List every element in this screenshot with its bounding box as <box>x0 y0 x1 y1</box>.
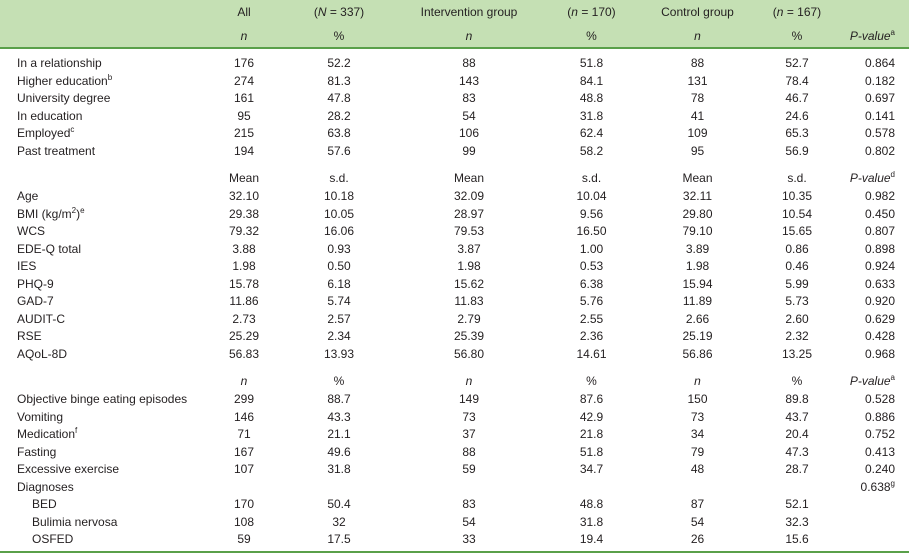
col-control: Control group <box>661 5 734 19</box>
table-cell: 0.53 <box>579 259 604 273</box>
table-cell: 10.04 <box>576 189 607 203</box>
table-cell: 47.8 <box>327 91 351 105</box>
row-label: Objective binge eating episodes <box>17 392 188 406</box>
table-cell: 0.93 <box>327 241 351 256</box>
table-cell: 17.5 <box>327 532 351 546</box>
table-cell: 29.80 <box>682 206 713 221</box>
table-cell: 54 <box>690 514 705 529</box>
table-cell: 0.638$^g$ <box>860 478 895 494</box>
p-value-header: P-value$^a$ <box>849 28 895 43</box>
table-cell: 46.7 <box>785 91 809 105</box>
table-cell: 31.8 <box>579 514 604 529</box>
table-cell: 88 <box>462 56 476 70</box>
table-cell: 0.697 <box>864 91 895 105</box>
table-row <box>0 188 909 206</box>
table-row <box>0 346 909 364</box>
table-cell: 19.4 <box>579 532 604 546</box>
table-cell: 170 <box>233 497 255 511</box>
table-cell: 1.98 <box>685 259 710 273</box>
table-cell: 108 <box>233 514 255 529</box>
spacer-row <box>0 47 909 55</box>
table-cell: 50.4 <box>327 497 351 511</box>
row-label: Employed$^c$ <box>17 125 75 140</box>
row-label: PHQ-9 <box>17 276 54 291</box>
diagnoses-row <box>0 479 909 497</box>
subheader-cell: % <box>333 374 345 388</box>
table-cell: 31.8 <box>579 108 604 123</box>
spacer-row <box>0 363 909 371</box>
subheader-cell: % <box>791 374 803 388</box>
table-cell: 10.18 <box>323 189 355 203</box>
table-row <box>0 223 909 241</box>
table-row <box>0 328 909 346</box>
p-value-header: P-value$^d$ <box>849 170 895 185</box>
row-label: BED <box>32 497 57 511</box>
row-label: BMI $(kg/m^2)^e$ <box>17 205 85 221</box>
table-cell: 3.87 <box>457 241 481 256</box>
table-cell: 10.54 <box>781 206 813 221</box>
table-cell: 15.6 <box>785 532 809 546</box>
table-row <box>0 258 909 276</box>
row-label: GAD-7 <box>17 294 54 308</box>
row-label: AQoL-8D <box>17 346 68 361</box>
table-cell: 194 <box>233 143 255 158</box>
table-cell: 11.89 <box>682 294 713 308</box>
subheader-row <box>0 371 909 391</box>
row-label: Fasting <box>17 444 57 459</box>
table-cell: 2.55 <box>579 311 604 326</box>
table-row <box>0 241 909 259</box>
subheader-cell: s.d. <box>329 171 349 185</box>
subheader-cell: n <box>240 374 248 388</box>
table-cell: 6.38 <box>579 276 604 291</box>
table-cell: 0.982 <box>864 189 895 203</box>
table-cell: 2.79 <box>457 311 481 326</box>
table-cell: 15.94 <box>682 276 713 291</box>
table-cell: 37 <box>462 427 476 441</box>
table-cell: 48 <box>690 462 705 476</box>
table-cell: 10.05 <box>323 206 355 221</box>
table-cell: 109 <box>687 126 708 140</box>
table-cell: 54 <box>462 514 476 529</box>
table-cell: 15.62 <box>453 276 485 291</box>
table-row <box>0 276 909 294</box>
table-row <box>0 143 909 161</box>
spacer-row <box>0 160 909 168</box>
row-label: Age <box>17 189 39 203</box>
header-row-groups <box>0 0 909 25</box>
table-cell: 0.86 <box>785 241 809 256</box>
row-label: OSFED <box>32 532 74 546</box>
table-cell: 5.99 <box>785 276 809 291</box>
table-cell: 2.60 <box>785 311 809 326</box>
table-cell: 88.7 <box>327 392 351 406</box>
table-cell: 2.73 <box>232 311 256 326</box>
table-cell: 52.7 <box>785 56 809 70</box>
row-label: In education <box>17 108 83 123</box>
table-cell: 1.00 <box>579 241 604 256</box>
table-cell: 5.74 <box>327 294 351 308</box>
table-row <box>0 293 909 311</box>
table-cell: 62.4 <box>579 126 604 140</box>
table-row <box>0 125 909 143</box>
table-cell: 78 <box>690 91 705 105</box>
table-cell: 0.752 <box>864 427 895 441</box>
table-cell: 31.8 <box>327 462 351 476</box>
table-cell: 0.807 <box>864 224 895 238</box>
table-row <box>0 461 909 479</box>
table-cell: 79.32 <box>228 224 260 238</box>
table-cell: 57.6 <box>327 143 351 158</box>
table-row <box>0 409 909 427</box>
table-cell: 5.73 <box>785 294 809 308</box>
table-cell: 274 <box>233 73 255 88</box>
table-cell: 95 <box>690 143 705 158</box>
table-cell: 0.413 <box>864 444 895 459</box>
table-cell: 81.3 <box>327 73 351 88</box>
table-row <box>0 55 909 73</box>
row-label: EDE-Q total <box>17 241 82 256</box>
subheader-cell: n <box>465 374 473 388</box>
subheader-cell: Mean <box>453 171 485 185</box>
table-cell: 299 <box>233 392 255 406</box>
table-cell: 0.886 <box>864 409 895 424</box>
table-cell: 24.6 <box>785 108 809 123</box>
table-cell: 5.76 <box>579 294 604 308</box>
header-row-units: n % n % n % P-value$^a$ <box>0 25 909 47</box>
row-label: AUDIT-C <box>17 311 65 326</box>
table-cell: 0.141 <box>864 108 895 123</box>
table-cell: 34.7 <box>579 462 604 476</box>
row-label: Diagnoses <box>17 479 74 494</box>
col-intervention-n: (n = 170) <box>567 5 616 19</box>
table-cell: 0.46 <box>785 259 809 273</box>
col-intervention: Intervention group <box>420 5 518 19</box>
table-cell: 78.4 <box>785 73 809 88</box>
table-cell: 0.920 <box>864 294 895 308</box>
table-cell: 107 <box>233 462 255 476</box>
table-cell <box>837 514 909 532</box>
table-cell: 32.3 <box>785 514 809 529</box>
table-cell: 16.06 <box>323 224 355 238</box>
table-cell: 0.924 <box>864 259 895 273</box>
subheader-row <box>0 168 909 188</box>
table-cell: 79.10 <box>682 224 713 238</box>
subheader-cell: n <box>694 374 701 388</box>
table-cell: 21.1 <box>327 427 351 441</box>
row-label: IES <box>17 259 37 273</box>
table-cell: 9.56 <box>579 206 604 221</box>
table-cell: 25.19 <box>682 329 713 343</box>
row-label: In a relationship <box>17 56 102 70</box>
table-cell: 13.93 <box>323 346 355 361</box>
table-cell: 25.39 <box>453 329 485 343</box>
table-cell: 3.88 <box>232 241 256 256</box>
table-cell: 176 <box>233 56 255 70</box>
table-cell: 88 <box>690 56 705 70</box>
table-cell: 131 <box>687 73 708 88</box>
table-cell: 79.53 <box>453 224 485 238</box>
table-cell: 87 <box>690 497 705 511</box>
table-cell: 14.61 <box>576 346 607 361</box>
table-cell: 11.86 <box>229 294 259 308</box>
table-cell: 49.6 <box>327 444 351 459</box>
table-cell: 56.80 <box>453 346 485 361</box>
table-cell: 0.578 <box>864 126 895 140</box>
table-cell: 0.182 <box>864 73 895 88</box>
table-cell: 29.38 <box>228 206 260 221</box>
subheader-cell: Mean <box>228 171 260 185</box>
table-row <box>0 90 909 108</box>
table-cell: 28.7 <box>785 462 809 476</box>
table-cell: 99 <box>462 143 476 158</box>
table-cell: 215 <box>233 126 255 140</box>
table-cell: 0.50 <box>327 259 351 273</box>
subheader-cell: s.d. <box>581 171 602 185</box>
table-cell: 0.629 <box>864 311 895 326</box>
table-row <box>0 73 909 91</box>
table-cell: 41 <box>690 108 705 123</box>
table-row <box>0 311 909 329</box>
table-row <box>0 531 909 549</box>
row-label: University degree <box>17 91 111 105</box>
table-cell: 83 <box>462 91 476 105</box>
table-cell: 161 <box>233 91 255 105</box>
col-all: All <box>237 5 251 19</box>
subheader-cell: s.d. <box>787 171 807 185</box>
row-label: Bulimia nervosa <box>32 514 118 529</box>
table-cell: 10.35 <box>781 189 813 203</box>
col-control-n: (n = 167) <box>772 5 822 19</box>
p-value-header: P-value$^a$ <box>849 373 895 388</box>
table-cell: 11.83 <box>454 294 484 308</box>
table-cell: 43.7 <box>785 409 809 424</box>
table-cell: 48.8 <box>579 91 604 105</box>
table-cell: 2.32 <box>785 329 809 343</box>
row-label: Medication$^f$ <box>17 426 78 441</box>
table-cell: 33 <box>462 532 476 546</box>
table-cell: 87.6 <box>579 392 604 406</box>
col-all-n: (N = 337) <box>313 5 365 19</box>
table-cell: 0.450 <box>864 206 895 221</box>
subheader-cell: % <box>586 374 597 388</box>
table-cell: 48.8 <box>579 497 604 511</box>
table-cell: 56.9 <box>785 143 809 158</box>
table-cell: 2.36 <box>579 329 604 343</box>
table-row <box>0 108 909 126</box>
table-cell: 73 <box>690 409 705 424</box>
table-cell: 56.83 <box>228 346 260 361</box>
table-cell: 3.89 <box>685 241 710 256</box>
table-cell: 59 <box>237 532 251 546</box>
table-cell: 2.57 <box>327 311 351 326</box>
table-row <box>0 391 909 409</box>
subheader-cell: Mean <box>682 171 713 185</box>
table-cell: 32.09 <box>453 189 485 203</box>
table-cell: 58.2 <box>579 143 604 158</box>
table-cell: 0.864 <box>864 56 895 70</box>
table-cell <box>837 496 909 514</box>
table-cell: 59 <box>462 462 476 476</box>
table-cell: 32.11 <box>682 189 713 203</box>
table-cell: 89.8 <box>785 392 809 406</box>
row-label: Vomiting <box>17 409 64 424</box>
table-cell: 13.25 <box>781 346 813 361</box>
table-cell: 106 <box>458 126 480 140</box>
table-cell: 1.98 <box>457 259 481 273</box>
table-cell: 42.9 <box>579 409 604 424</box>
table-row <box>0 514 909 532</box>
table-cell: 84.1 <box>579 73 604 88</box>
table-cell: 0.898 <box>864 241 895 256</box>
row-label: RSE <box>17 329 42 343</box>
table-cell: 26 <box>690 532 705 546</box>
table-cell: 143 <box>458 73 480 88</box>
table-cell: 65.3 <box>785 126 809 140</box>
table-cell: 25.29 <box>228 329 260 343</box>
table-cell <box>837 531 909 549</box>
table-cell: 0.968 <box>864 346 895 361</box>
table-cell: 43.3 <box>327 409 351 424</box>
table-cell: 15.65 <box>781 224 813 238</box>
table-cell: 34 <box>690 427 705 441</box>
table-cell: 88 <box>462 444 476 459</box>
table-cell: 1.98 <box>232 259 256 273</box>
table-cell: 0.528 <box>864 392 895 406</box>
table-cell: 73 <box>462 409 476 424</box>
table-cell: 15.78 <box>228 276 260 291</box>
row-label: Higher education$^b$ <box>17 72 113 88</box>
table-cell: 28.2 <box>327 108 351 123</box>
table-cell: 2.66 <box>685 311 710 326</box>
table-cell: 0.633 <box>864 276 895 291</box>
table-cell: 51.8 <box>579 56 604 70</box>
table-cell: 167 <box>233 444 255 459</box>
table-cell: 0.240 <box>864 462 895 476</box>
table-row <box>0 426 909 444</box>
table-cell: 28.97 <box>453 206 485 221</box>
table-cell: 95 <box>237 108 251 123</box>
table-cell: 47.3 <box>785 444 809 459</box>
table-row <box>0 206 909 224</box>
table-cell: 0.802 <box>864 143 895 158</box>
table-cell: 2.34 <box>327 329 351 343</box>
table-cell: 6.18 <box>327 276 351 291</box>
table-cell: 150 <box>687 392 708 406</box>
table-cell: 149 <box>458 392 480 406</box>
table-cell: 54 <box>462 108 476 123</box>
table-cell: 63.8 <box>327 126 351 140</box>
table-cell: 79 <box>690 444 705 459</box>
table-cell: 83 <box>462 497 476 511</box>
table-cell: 51.8 <box>579 444 604 459</box>
row-label: Past treatment <box>17 143 96 158</box>
table-cell: 20.4 <box>785 427 809 441</box>
table-cell: 52.2 <box>327 56 351 70</box>
table-row <box>0 444 909 462</box>
table-cell: 56.86 <box>682 346 713 361</box>
table-cell: 146 <box>233 409 255 424</box>
table-cell: 32 <box>332 514 346 529</box>
table-cell: 21.8 <box>579 427 604 441</box>
row-label: Excessive exercise <box>17 462 120 476</box>
table-cell: 52.1 <box>785 497 809 511</box>
table-cell: 32.10 <box>228 189 260 203</box>
table-cell: 16.50 <box>576 224 607 238</box>
table-cell: 71 <box>237 427 251 441</box>
table-cell: 0.428 <box>864 329 895 343</box>
table-row <box>0 496 909 514</box>
row-label: WCS <box>17 224 45 238</box>
